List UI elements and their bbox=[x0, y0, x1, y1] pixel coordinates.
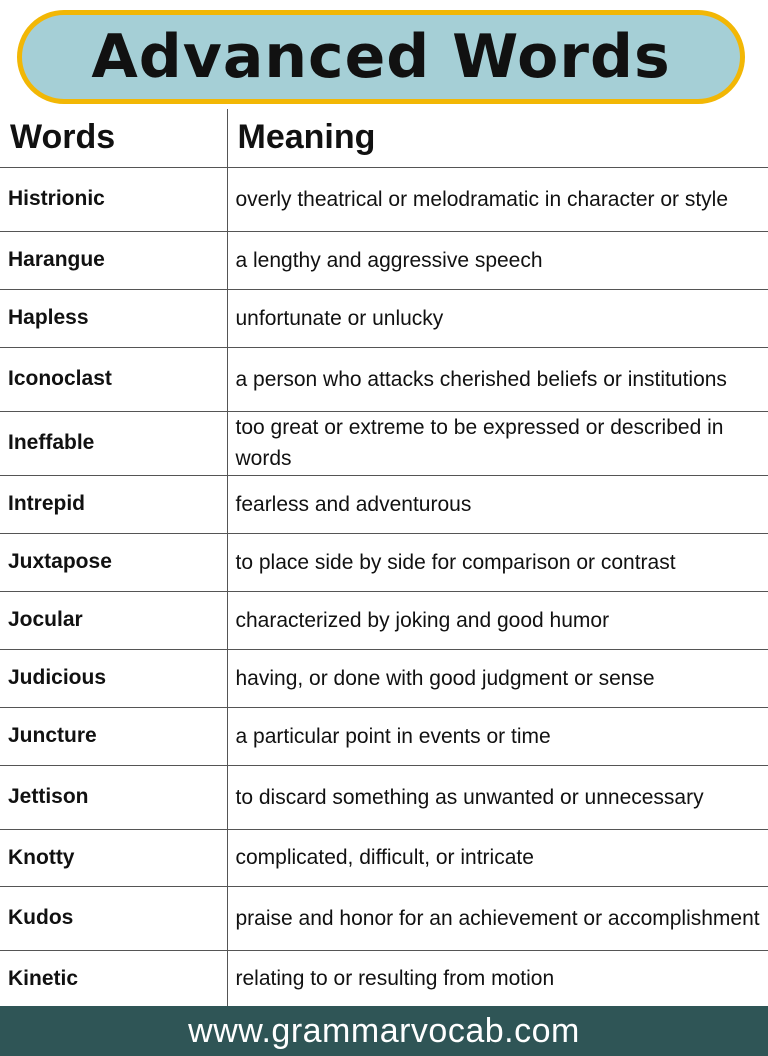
meaning-cell: unfortunate or unlucky bbox=[227, 289, 768, 347]
meaning-cell: overly theatrical or melodramatic in character or style bbox=[227, 167, 768, 231]
meaning-cell: a particular point in events or time bbox=[227, 707, 768, 765]
word-cell: Jocular bbox=[0, 591, 227, 649]
title-banner bbox=[0, 0, 768, 110]
table-row bbox=[0, 167, 768, 231]
table-row bbox=[0, 591, 768, 649]
column-header-meaning: Meaning bbox=[227, 109, 768, 167]
table-row bbox=[0, 347, 768, 411]
meaning-cell: complicated, difficult, or intricate bbox=[227, 829, 768, 886]
table-row bbox=[0, 475, 768, 533]
word-cell: Jettison bbox=[0, 765, 227, 829]
page-title: Advanced Words bbox=[91, 22, 671, 92]
word-cell: Intrepid bbox=[0, 475, 227, 533]
title-pill bbox=[17, 10, 745, 104]
words-table bbox=[0, 109, 768, 1008]
word-cell: Kudos bbox=[0, 886, 227, 950]
word-cell: Judicious bbox=[0, 649, 227, 707]
word-cell: Kinetic bbox=[0, 950, 227, 1007]
table-row bbox=[0, 886, 768, 950]
word-cell: Juxtapose bbox=[0, 533, 227, 591]
meaning-cell: a lengthy and aggressive speech bbox=[227, 231, 768, 289]
table-row bbox=[0, 411, 768, 475]
meaning-cell: fearless and adventurous bbox=[227, 475, 768, 533]
word-cell: Ineffable bbox=[0, 411, 227, 475]
table-row bbox=[0, 231, 768, 289]
table-row bbox=[0, 707, 768, 765]
word-cell: Iconoclast bbox=[0, 347, 227, 411]
column-header-words: Words bbox=[0, 109, 227, 167]
table-row bbox=[0, 289, 768, 347]
meaning-cell: characterized by joking and good humor bbox=[227, 591, 768, 649]
footer-bar bbox=[0, 1006, 768, 1056]
word-cell: Harangue bbox=[0, 231, 227, 289]
table-row bbox=[0, 649, 768, 707]
meaning-cell: to discard something as unwanted or unnecessary bbox=[227, 765, 768, 829]
word-cell: Juncture bbox=[0, 707, 227, 765]
table-row bbox=[0, 765, 768, 829]
meaning-cell: praise and honor for an achievement or accomplishment bbox=[227, 886, 768, 950]
meaning-cell: relating to or resulting from motion bbox=[227, 950, 768, 1007]
table-header-row bbox=[0, 109, 768, 167]
meaning-cell: too great or extreme to be expressed or described in words bbox=[227, 411, 768, 475]
meaning-cell: a person who attacks cherished beliefs or institutions bbox=[227, 347, 768, 411]
table-row bbox=[0, 950, 768, 1007]
word-cell: Histrionic bbox=[0, 167, 227, 231]
website-link[interactable]: www.grammarvocab.com bbox=[188, 1011, 580, 1050]
word-cell: Knotty bbox=[0, 829, 227, 886]
meaning-cell: to place side by side for comparison or contrast bbox=[227, 533, 768, 591]
word-cell: Hapless bbox=[0, 289, 227, 347]
meaning-cell: having, or done with good judgment or sense bbox=[227, 649, 768, 707]
table-row bbox=[0, 829, 768, 886]
table-row bbox=[0, 533, 768, 591]
